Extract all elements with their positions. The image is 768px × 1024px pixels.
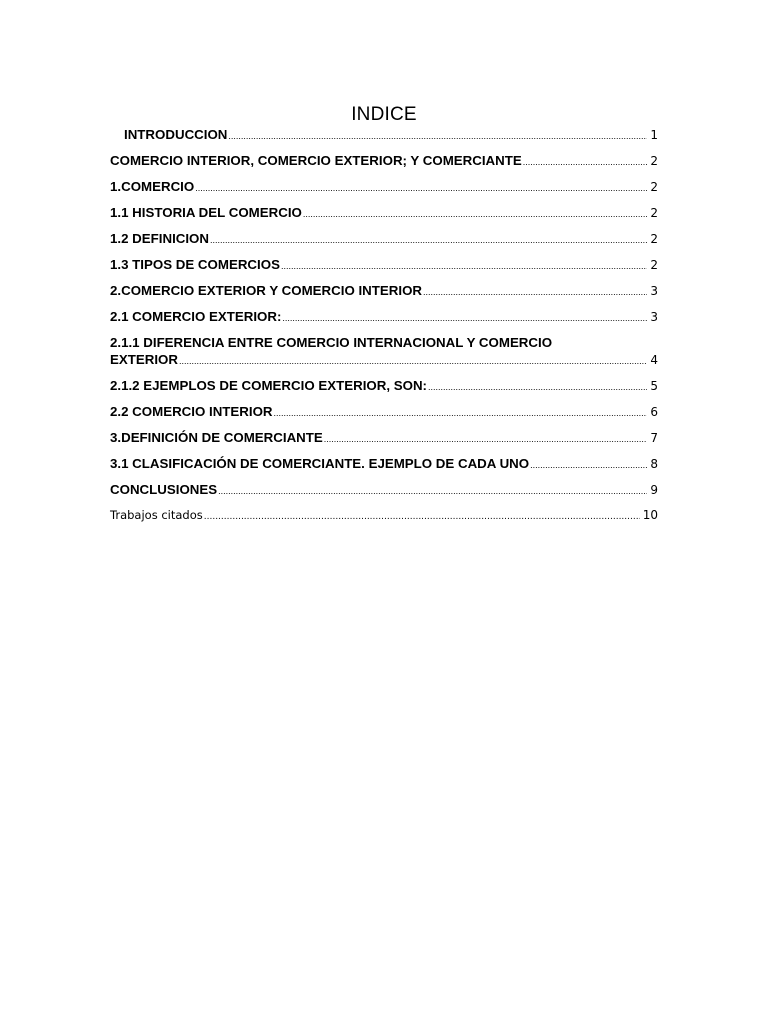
- toc-entry-label: 2.COMERCIO EXTERIOR Y COMERCIO INTERIOR: [110, 283, 423, 298]
- toc-title: INDICE: [351, 104, 417, 125]
- toc-entry-tipos-de-comercios[interactable]: [110, 256, 658, 275]
- toc-entry-label-line2: EXTERIOR: [110, 352, 178, 367]
- toc-entry-diferencia-comercio[interactable]: [110, 334, 658, 370]
- toc-entry-label: COMERCIO INTERIOR, COMERCIO EXTERIOR; Y COMERCIANTE: [110, 153, 522, 168]
- toc-entry-ejemplos-comercio-exterior[interactable]: [110, 377, 658, 396]
- toc-leader-dots: [210, 232, 647, 249]
- toc-leader-dots: [218, 483, 647, 500]
- toc-entry-comercio-interior[interactable]: [110, 403, 658, 422]
- toc-entry-label: 3.DEFINICIÓN DE COMERCIANTE: [110, 430, 323, 445]
- toc-entry-comercio[interactable]: [110, 178, 658, 197]
- toc-leader-dots: [228, 128, 647, 145]
- toc-entry-label: 2.1 COMERCIO EXTERIOR:: [110, 309, 282, 324]
- toc-entry-historia-del-comercio[interactable]: [110, 204, 658, 223]
- toc-entry-label: 1.1 HISTORIA DEL COMERCIO: [110, 205, 302, 220]
- toc-entry-comercio-interior-exterior-comerciante[interactable]: [110, 152, 658, 171]
- toc-page-number: 10: [642, 508, 658, 522]
- toc-page-number: 9: [650, 483, 658, 497]
- toc-leader-dots: [204, 509, 640, 526]
- toc-leader-dots: [195, 180, 647, 197]
- toc-page-number: 4: [650, 353, 658, 367]
- toc-leader-dots: [530, 457, 647, 474]
- toc-page-number: 2: [650, 180, 658, 194]
- toc-leader-dots: [324, 431, 648, 448]
- toc-entry-definicion[interactable]: [110, 230, 658, 249]
- toc-entry-label: CONCLUSIONES: [110, 482, 218, 497]
- toc-entry-label: 2.1.2 EJEMPLOS DE COMERCIO EXTERIOR, SON:: [110, 378, 427, 393]
- table-of-contents: [110, 126, 658, 533]
- toc-leader-dots: [282, 310, 647, 327]
- toc-page-number: 3: [650, 310, 658, 324]
- toc-page-number: 3: [650, 284, 658, 298]
- toc-entry-label: 2.2 COMERCIO INTERIOR: [110, 404, 273, 419]
- toc-entry-label: 1.2 DEFINICION: [110, 231, 210, 246]
- toc-entry-comercio-exterior[interactable]: [110, 308, 658, 327]
- toc-page-number: 2: [650, 232, 658, 246]
- toc-page-number: 8: [650, 457, 658, 471]
- toc-page-number: 5: [650, 379, 658, 393]
- toc-entry-continuation: [110, 351, 658, 370]
- toc-entry-label: 1.COMERCIO: [110, 179, 195, 194]
- toc-page-number: 1: [650, 128, 658, 142]
- toc-entry-definicion-de-comerciante[interactable]: [110, 429, 658, 448]
- toc-page-number: 7: [650, 431, 658, 445]
- toc-entry-clasificacion-de-comerciante[interactable]: [110, 455, 658, 474]
- toc-page-number: 6: [650, 405, 658, 419]
- toc-page-number: 2: [650, 206, 658, 220]
- toc-entry-label: 1.3 TIPOS DE COMERCIOS: [110, 257, 280, 272]
- toc-page-number: 2: [650, 258, 658, 272]
- toc-entry-trabajos-citados[interactable]: [110, 507, 658, 526]
- toc-leader-dots: [428, 379, 647, 396]
- toc-leader-dots: [423, 284, 647, 301]
- toc-entry-conclusiones[interactable]: [110, 481, 658, 500]
- toc-leader-dots: [274, 405, 648, 422]
- toc-entry-introduccion[interactable]: [110, 126, 658, 145]
- toc-leader-dots: [179, 353, 647, 370]
- toc-entry-label: 3.1 CLASIFICACIÓN DE COMERCIANTE. EJEMPLO DE CADA UNO: [110, 456, 530, 471]
- toc-leader-dots: [523, 154, 648, 171]
- toc-entry-label-line1: 2.1.1 DIFERENCIA ENTRE COMERCIO INTERNACIONAL Y COMERCIO: [110, 335, 553, 350]
- toc-entry-label: INTRODUCCION: [124, 127, 228, 142]
- toc-page-number: 2: [650, 154, 658, 168]
- toc-leader-dots: [303, 206, 648, 223]
- toc-leader-dots: [281, 258, 647, 275]
- toc-entry-comercio-exterior-y-interior[interactable]: [110, 282, 658, 301]
- toc-entry-label: Trabajos citados: [110, 508, 203, 522]
